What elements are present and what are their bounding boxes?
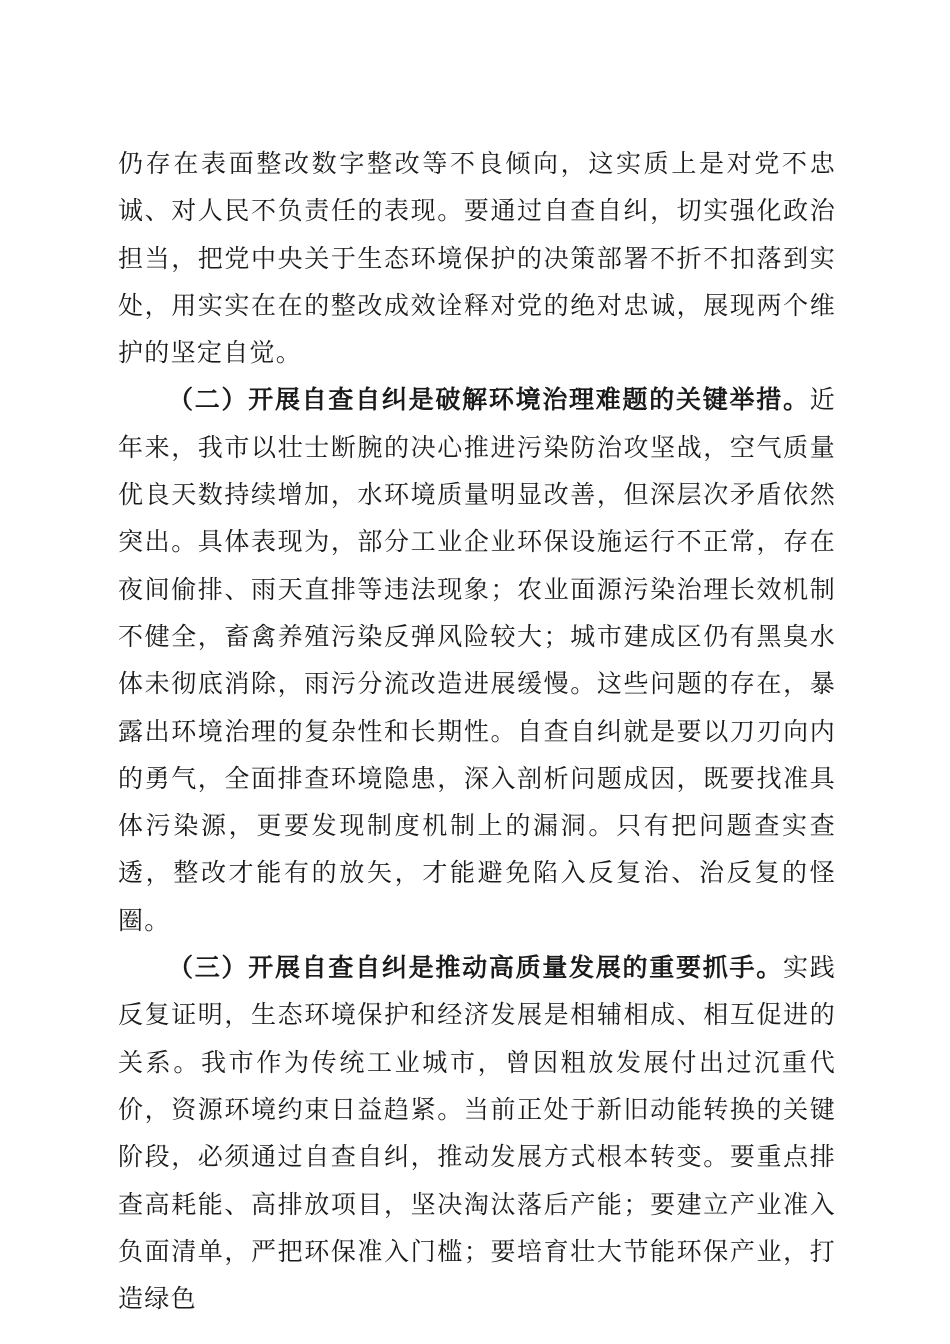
paragraph-3-text: 实践反复证明，生态环境保护和经济发展是相辅相成、相互促进的关系。我市作为传统工业城市，曾因粗放发展付出过沉重代价，资源环境约束日益趋紧。当前正处于新旧动能转换的关键阶段，必须通过自查自纠，推动发展方式根本转变。要重点排查高耗能、高排放项目，坚决淘汰落后产能；要建立产业准入负面清单，严把环保准入门槛；要培育壮大节能环保产业，打造绿色 (118, 953, 836, 1314)
paragraph-3-heading: （三）开展自查自纠是推动高质量发展的重要抓手。 (168, 953, 783, 983)
paragraph-3 (118, 944, 836, 1322)
paragraph-1 (118, 140, 836, 376)
paragraph-2 (118, 376, 836, 944)
paragraph-2-heading: （二）开展自查自纠是破解环境治理难题的关键举措。 (168, 385, 810, 415)
paragraph-1-text: 仍存在表面整改数字整改等不良倾向，这实质上是对党不忠诚、对人民不负责任的表现。要通过自查自纠，切实强化政治担当，把党中央关于生态环境保护的决策部署不折不扣落到实处，用实实在在的整改成效诠释对党的绝对忠诚，展现两个维护的坚定自觉。 (118, 149, 836, 368)
paragraph-2-text: 近年来，我市以壮士断腕的决心推进污染防治攻坚战，空气质量优良天数持续增加，水环境质量明显改善，但深层次矛盾依然突出。具体表现为，部分工业企业环保设施运行不正常，存在夜间偷排、雨天直排等违法现象；农业面源污染治理长效机制不健全，畜禽养殖污染反弹风险较大；城市建成区仍有黑臭水体未彻底消除，雨污分流改造进展缓慢。这些问题的存在，暴露出环境治理的复杂性和长期性。自查自纠就是要以刀刃向内的勇气，全面排查环境隐患，深入剖析问题成因，既要找准具体污染源，更要发现制度机制上的漏洞。只有把问题查实查透，整改才能有的放矢，才能避免陷入反复治、治反复的怪圈。 (118, 385, 836, 935)
document-body (118, 140, 836, 1322)
